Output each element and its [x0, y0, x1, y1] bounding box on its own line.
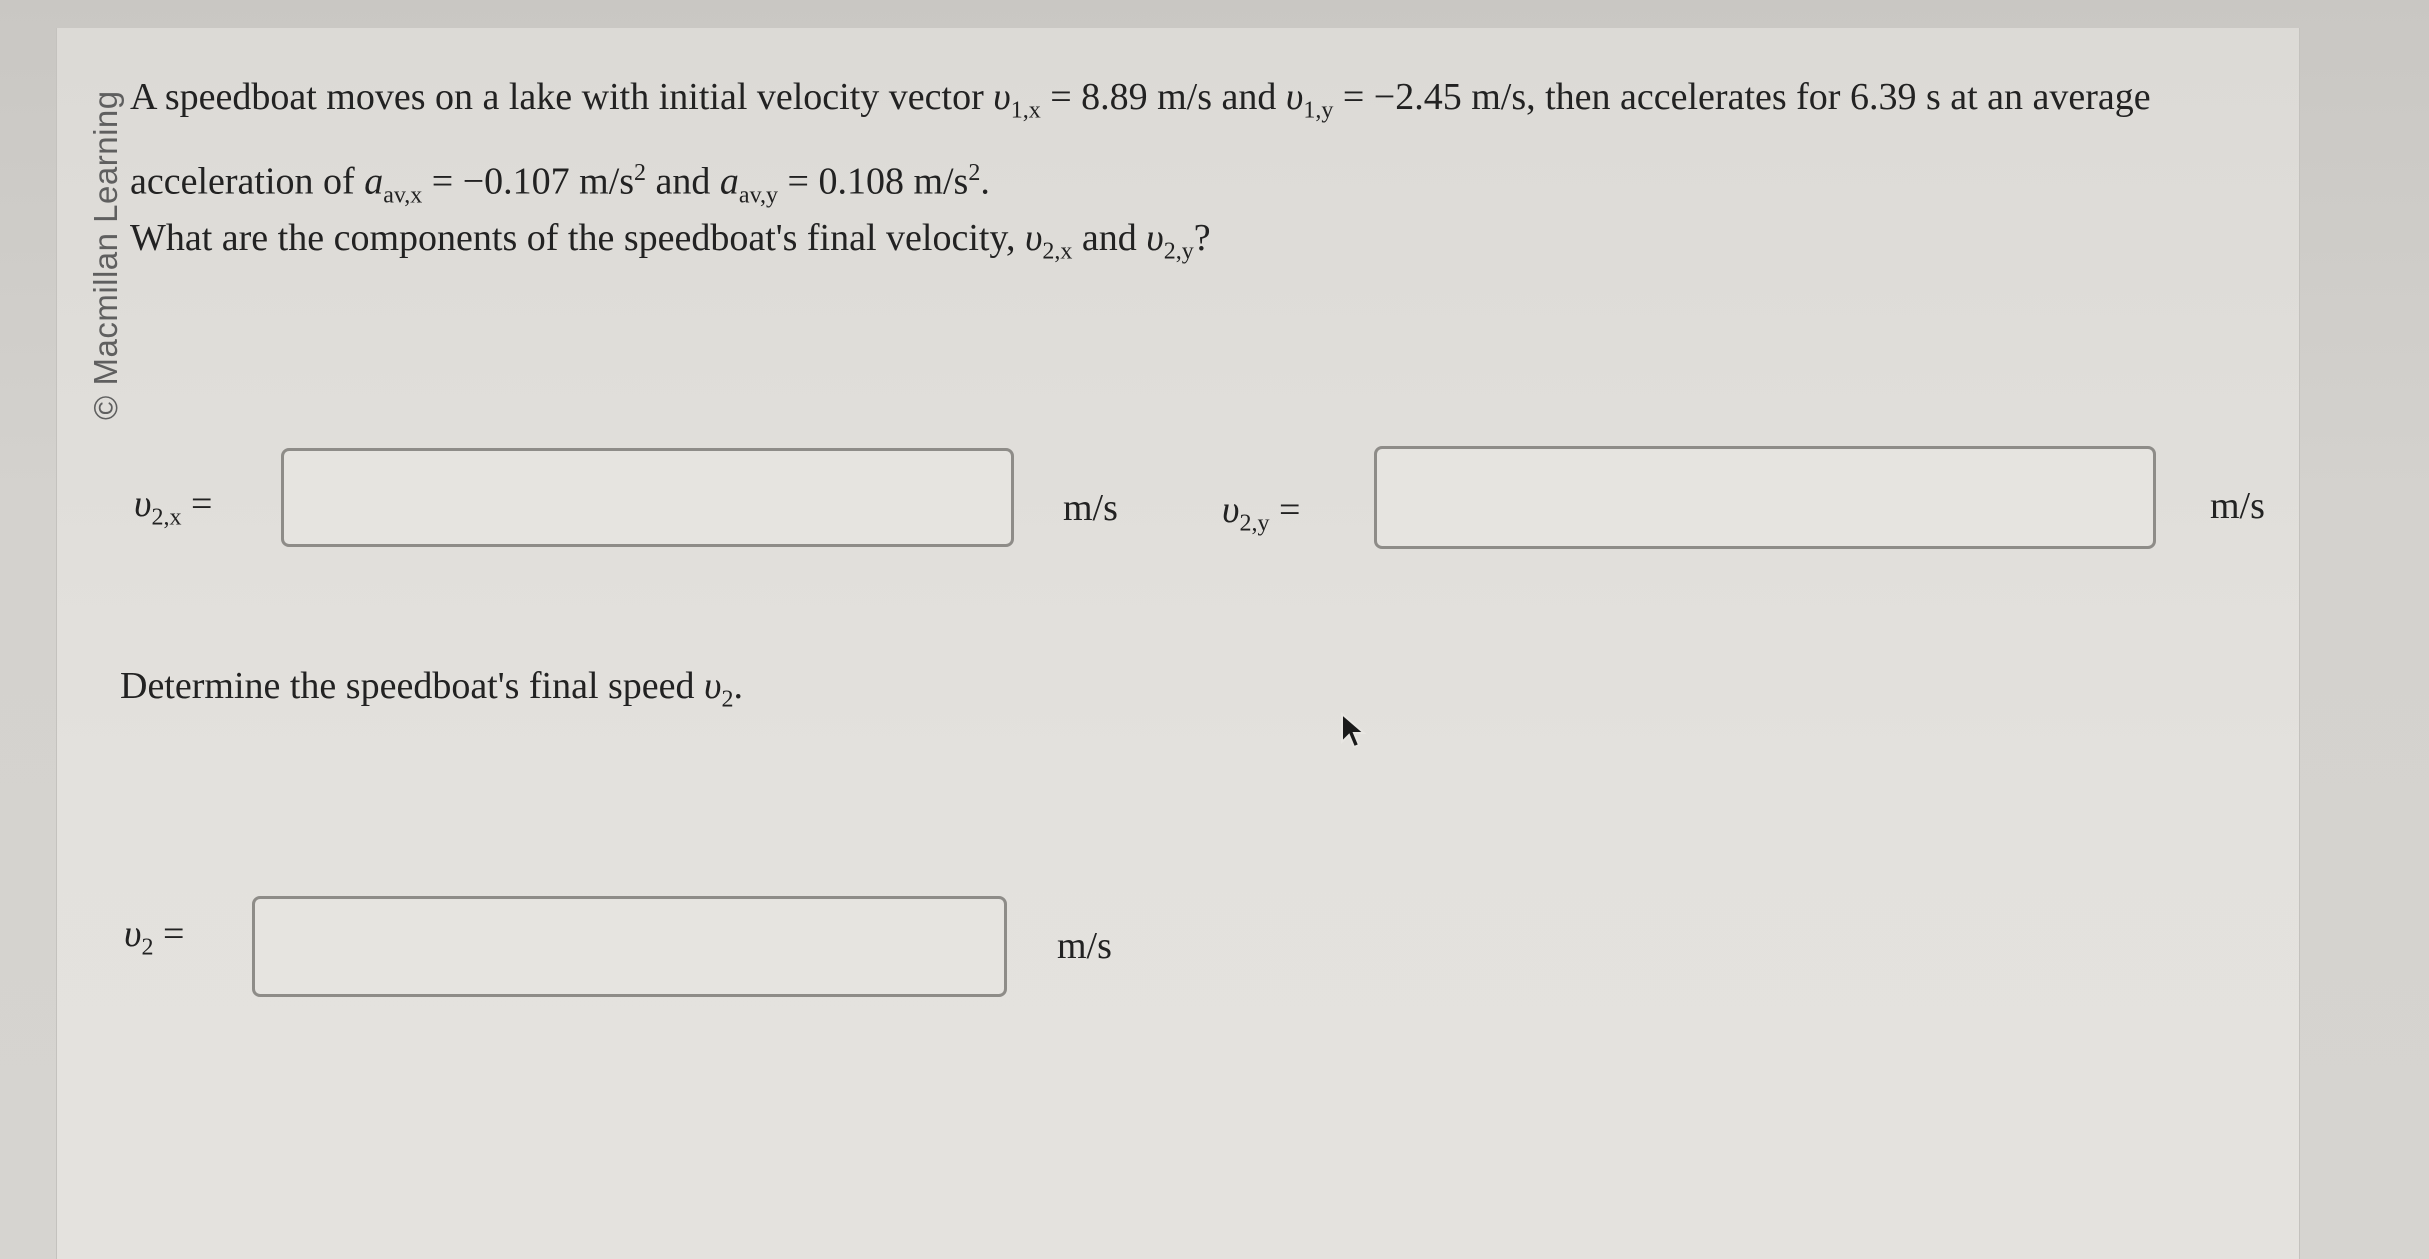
v2x-unit: m/s [1063, 487, 1118, 529]
math-symbol: υ [1285, 76, 1304, 118]
math-superscript: 2 [968, 159, 981, 186]
problem-text: = 0.108 m/s [778, 160, 969, 203]
problem-text: = 8.89 m/s and [1040, 76, 1286, 118]
speed-question-part: Determine the speedboat's final speed [120, 665, 705, 707]
v2y-label [1222, 488, 1300, 538]
problem-statement [130, 66, 2280, 226]
mouse-pointer-icon [1340, 712, 1368, 757]
math-subscript: 2,y [1163, 238, 1194, 265]
problem-text: = −0.107 m/s [422, 160, 635, 203]
math-symbol: υ [134, 483, 152, 525]
math-subscript: av,y [738, 181, 779, 208]
math-symbol: a [364, 160, 384, 203]
v2-unit: m/s [1057, 925, 1112, 967]
math-subscript: av,x [383, 181, 423, 208]
question-text [130, 216, 1211, 266]
math-subscript: 2,x [151, 504, 182, 531]
math-subscript: 2,y [1239, 510, 1270, 537]
speed-question-part: . [733, 665, 743, 707]
math-subscript: 2 [721, 686, 734, 713]
problem-text: . [980, 160, 990, 203]
speed-question-text [120, 664, 743, 714]
math-symbol: υ [124, 913, 142, 955]
v2x-label [134, 482, 212, 532]
v2-answer-input[interactable] [252, 896, 1007, 997]
v2x-answer-input[interactable] [281, 448, 1014, 547]
math-symbol: υ [993, 76, 1011, 118]
math-symbol: υ [1146, 217, 1164, 259]
math-symbol: a [719, 160, 739, 203]
question-text-part: ? [1193, 217, 1211, 259]
v2y-unit: m/s [2210, 485, 2265, 527]
math-subscript: 2,x [1042, 238, 1073, 265]
problem-text: = −2.45 m/s, then accelerates for 6.39 s at an average acceleration of [130, 76, 2151, 203]
v2-label [124, 912, 184, 962]
equals-sign: = [181, 483, 213, 525]
math-subscript: 1,x [1010, 97, 1041, 124]
math-subscript: 2 [141, 934, 154, 961]
equals-sign: = [153, 913, 185, 955]
problem-text: A speedboat moves on a lake with initial velocity vector [130, 76, 994, 118]
question-text-part: What are the components of the speedboat's final velocity, [130, 217, 1025, 259]
math-symbol: υ [704, 665, 722, 707]
problem-text: and [646, 160, 720, 203]
question-text-part: and [1072, 217, 1147, 259]
math-subscript: 1,y [1303, 97, 1334, 124]
math-superscript: 2 [634, 159, 647, 186]
equals-sign: = [1269, 489, 1301, 531]
v2y-answer-input[interactable] [1374, 446, 2156, 549]
copyright-watermark: © Macmillan Learning [87, 90, 124, 420]
math-symbol: υ [1222, 489, 1240, 531]
math-symbol: υ [1024, 217, 1043, 259]
